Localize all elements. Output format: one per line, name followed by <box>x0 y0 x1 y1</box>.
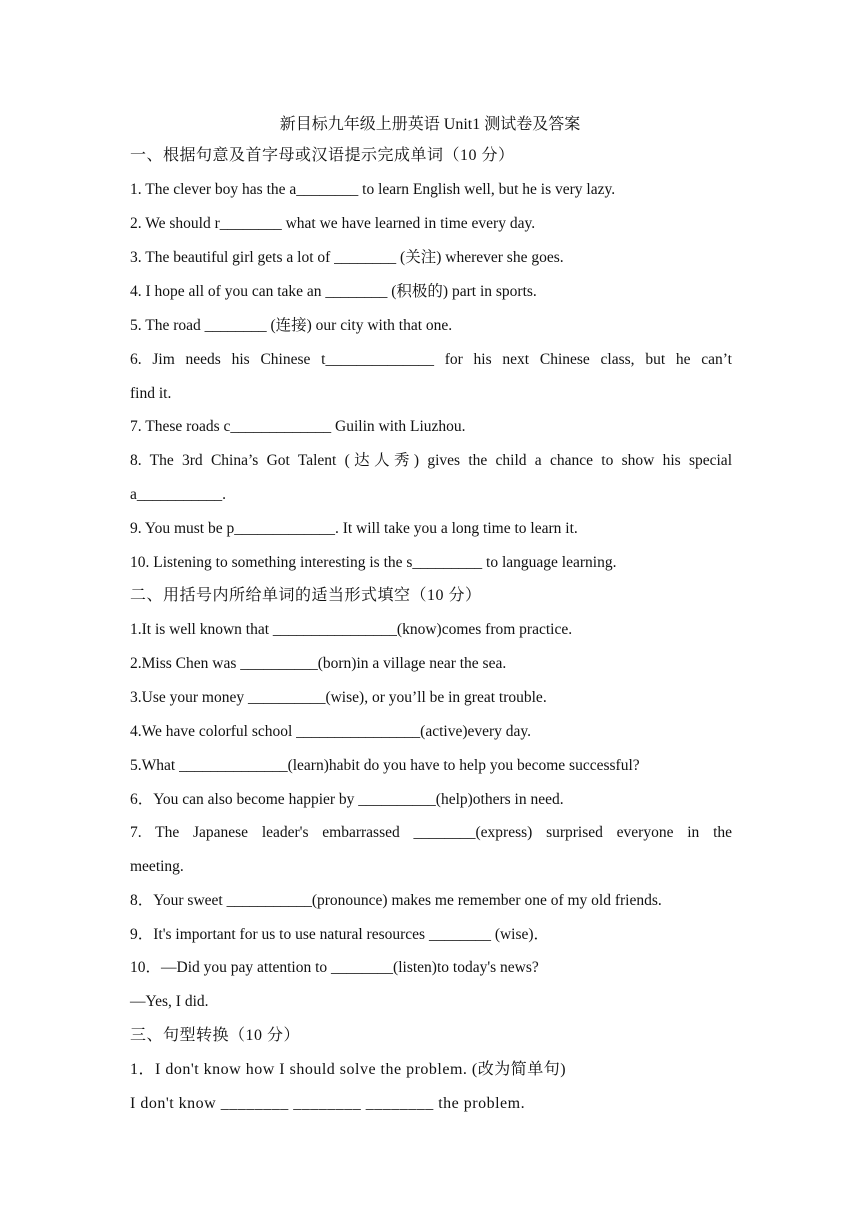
question-item: 3.Use your money __________(wise), or you’ll be in great trouble. <box>130 689 547 706</box>
section-1-heading: 一、根据句意及首字母或汉语提示完成单词（10 分） <box>130 147 515 164</box>
question-item: 9. You must be p_____________. It will take you a long time to learn it. <box>130 520 578 537</box>
question-item: 6．You can also become happier by __________(help)others in need. <box>130 791 564 808</box>
question-item: 2.Miss Chen was __________(born)in a village near the sea. <box>130 655 507 672</box>
question-item-continued: —Yes, I did. <box>130 993 209 1010</box>
question-item: 1. The clever boy has the a________ to learn English well, but he is very lazy. <box>130 181 616 198</box>
section-2-heading: 二、用括号内所给单词的适当形式填空（10 分） <box>130 587 482 604</box>
question-item: 9．It's important for us to use natural resources ________ (wise)． <box>130 926 550 943</box>
question-item: 7. These roads c_____________ Guilin with Liuzhou. <box>130 418 466 435</box>
question-item: 7. The Japanese leader's embarrassed ________(express) surprised everyone in the <box>130 824 732 841</box>
question-item: 10．—Did you pay attention to ________(listen)to today's news? <box>130 959 539 976</box>
question-item-continued: I don't know ________ ________ ________ the problem. <box>130 1095 526 1112</box>
section-3-heading: 三、句型转换（10 分） <box>130 1027 301 1044</box>
question-item: 5. The road ________ (连接) our city with that one. <box>130 317 453 334</box>
question-item-continued: find it. <box>130 385 172 402</box>
question-item: 8. The 3rd China’s Got Talent (达人秀) gives the child a chance to show his special <box>130 452 732 469</box>
question-item: 6. Jim needs his Chinese t______________ for his next Chinese class, but he can’t <box>130 351 732 368</box>
question-item: 8．Your sweet ___________(pronounce) makes me remember one of my old friends. <box>130 892 662 909</box>
question-item: 1.It is well known that ________________(know)comes from practice. <box>130 621 573 638</box>
question-item: 4.We have colorful school ________________(active)every day. <box>130 723 532 740</box>
question-item-continued: a___________. <box>130 486 227 503</box>
question-item: 2. We should r________ what we have learned in time every day. <box>130 215 536 232</box>
document-title: 新目标九年级上册英语 Unit1 测试卷及答案 <box>279 116 581 133</box>
question-item: 3. The beautiful girl gets a lot of ________ (关注) wherever she goes. <box>130 249 564 266</box>
question-item: 4. I hope all of you can take an ________ (积极的) part in sports. <box>130 283 537 300</box>
question-item: 10. Listening to something interesting is the s_________ to language learning. <box>130 554 617 571</box>
question-item: 5.What ______________(learn)habit do you have to help you become successful? <box>130 757 640 774</box>
question-item-continued: meeting. <box>130 858 184 875</box>
question-item: 1．I don't know how I should solve the problem. (改为简单句) <box>130 1061 567 1078</box>
